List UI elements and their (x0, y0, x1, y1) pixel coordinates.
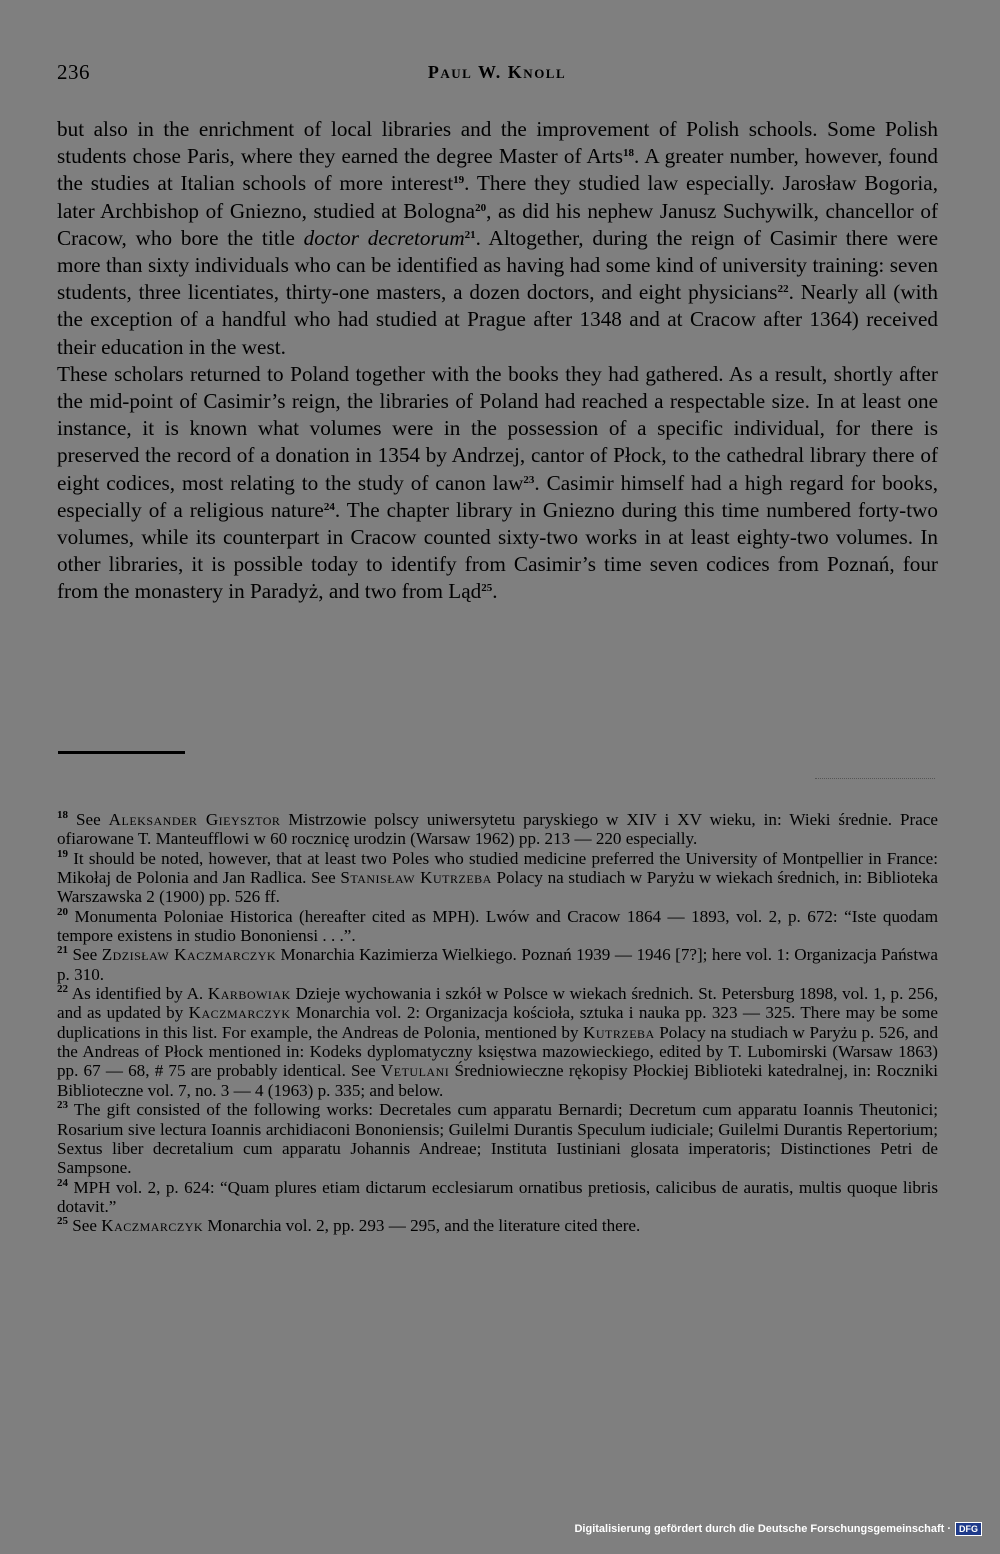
author-name: Kaczmarczyk (101, 1216, 204, 1236)
text-run: Dzieje wychowania i szkół w Polsce w wiekach średnich. St. Petersburg 1898, vol. 1, p. 256, and as updated by (57, 984, 938, 1023)
footnote-number: 22 (57, 983, 68, 996)
text-run: As identified by A. (68, 984, 208, 1004)
author-name: Zdzisław Kaczmarczyk (101, 945, 277, 965)
footnote-ref: 20 (475, 201, 487, 214)
text-run: MPH vol. 2, p. 624: “Quam plures etiam dictarum ecclesiarum ornatibus pretiosis, calicibus de auratis, multis quoque libris dotavit.” (57, 1177, 938, 1216)
text-run: . (492, 579, 498, 604)
main-text (57, 116, 938, 606)
text-run: . A greater number, however, found the studies at Italian schools of more interest (57, 144, 938, 196)
text-run: . The chapter library in Gniezno during this time numbered forty-two volumes, while its counterpart in Cracow counted sixty-two works in at least eighty-two volumes. In other libraries, it is possible today to identify from Casimir’s time seven codices from Poznań, four from the monastery in Paradyż, and two from Ląd (57, 497, 938, 604)
author-name: Stanisław Kutrzeba (340, 868, 492, 888)
footnote-25 (57, 1216, 938, 1235)
text-run: . Casimir himself had a high regard for books, especially of a religious nature (57, 470, 938, 522)
text-run: Monumenta Poloniae Historica (hereafter cited as MPH). Lwów and Cracow 1864 — 1893, vol. 2, p. 672: “Iste quodam tempore existens in studio Bononiensi . . .”. (57, 906, 938, 946)
text-run: Monarchia Kazimierza Wielkiego. Poznań 1939 — 1946 [7?]; here vol. 1: Organizacja Państwa p. 310. (57, 945, 939, 984)
digitization-credit (574, 1522, 982, 1536)
footnote-number: 18 (57, 809, 68, 821)
italic-term: doctor decretorum (303, 225, 465, 250)
author-name: Vetulani (380, 1061, 450, 1081)
footnote-ref: 21 (464, 228, 476, 241)
dfg-logo-icon: DFG (955, 1522, 982, 1536)
page-number: 236 (57, 60, 90, 84)
footnote-number: 25 (57, 1215, 68, 1228)
paragraph (57, 361, 938, 606)
text-run: It should be noted, however, that at least two Poles who studied medicine preferred the University of Montpellier in France: Mikołaj de Polonia and Jan Radlica. See (57, 848, 938, 888)
text-run: Polacy na studiach w Paryżu p. 526, and the Andreas of Płock mentioned in: Kodeks dyplomatyczny księstwa mazowieckiego, edited by T. Lubomirski (Warsaw 1863) pp. 67 — 68, # 75 are probably identical. See (57, 1022, 938, 1081)
text-run: These scholars returned to Poland together with the books they had gathered. As a result, shortly after the mid-point of Casimir’s reign, the libraries of Poland had reached a respectable size. In at least one instance, it is known what volumes were in the possession of a specific individual, for there is preserved the record of a donation in 1354 by Andrzej, cantor of Płock, to the cathedral library there of eight codices, most relating to the study of canon law (57, 361, 938, 495)
footnotes (57, 810, 938, 1236)
text-run: , as did his nephew Janusz Suchywilk, chancellor of Cracow, who bore the title (57, 198, 939, 250)
footnote-number: 23 (57, 1099, 68, 1112)
text-run: . There they studied law especially. Jarosław Bogoria, later Archbishop of Gniezno, studied at Bologna (57, 171, 938, 223)
footnote-24 (57, 1178, 938, 1217)
text-run: but also in the enrichment of local libraries and the improvement of Polish schools. Some Polish students chose Paris, where they earned the degree Master of Arts (57, 117, 938, 169)
footnote-19 (57, 849, 938, 907)
footnote-number: 24 (57, 1176, 68, 1189)
footnote-number: 21 (57, 944, 68, 957)
text-run: Polacy na studiach w Paryżu w wiekach średnich, in: Biblioteka Warszawska 2 (1900) pp. 526 ff. (57, 868, 939, 907)
footnote-separator (58, 751, 185, 754)
footnote-20 (57, 907, 938, 946)
footnote-number: 20 (57, 905, 68, 918)
footnote-ref: 23 (523, 473, 535, 486)
text-run: See (68, 810, 109, 829)
text-run: . Altogether, during the reign of Casimir there were more than sixty individuals who can be identified as having had some kind of university training: seven students, three licentiates, thirty-one masters, a dozen doctors, and eight physicians (57, 225, 939, 305)
page-header (57, 60, 937, 90)
text-run: Mistrzowie polscy uniwersytetu paryskiego w XIV i XV wieku, in: Wieki średnie. Prace ofiarowane T. Manteufflowi w 60 rocznicę urodzin (Warsaw 1962) pp. 213 — 220 especially. (57, 810, 939, 849)
credit-text: Digitalisierung gefördert durch die Deutsche Forschungsgemeinschaft · (574, 1523, 951, 1535)
scan-artifact-dots (815, 778, 935, 781)
footnote-ref: 25 (481, 582, 493, 595)
author-name: Kutrzeba (583, 1022, 655, 1042)
text-run: See (68, 1216, 102, 1236)
footnote-23 (57, 1100, 938, 1177)
text-run: Monarchia vol. 2: Organizacja kościoła, sztuka i nauka pp. 323 — 325. There may be some duplications in this list. For example, the Andreas de Polonia, mentioned by (57, 1003, 939, 1042)
text-run: Monarchia vol. 2, pp. 293 — 295, and the literature cited there. (203, 1216, 641, 1236)
running-head: Paul W. Knoll (427, 62, 567, 82)
footnote-number: 19 (57, 847, 68, 860)
author-name: Kaczmarczyk (188, 1003, 291, 1023)
author-name: Aleksander Gieysztor (108, 810, 281, 829)
author-name: Karbowiak (207, 984, 291, 1004)
text-run: The gift consisted of the following works: Decretales cum apparatu Bernardi; Decretum cum apparatu Ioannis Theutonici; Rosarium sive lectura Ioannis archidiaconi Bononiensis; Guilelmi Durantis Speculum iudiciale; Guilelmi Durantis Repertorium; Sextus liber decretalium cum apparatu Johannis Andreae; Instituta Iustiniani glosata imperatoris; Distinctiones Petri de Sampsone. (57, 1100, 938, 1178)
footnote-ref: 19 (453, 174, 465, 187)
paragraph (57, 116, 938, 361)
text-run: . Nearly all (with the exception of a handful who had studied at Prague after 1348 and at Cracow after 1364) received their education in the west. (57, 280, 938, 359)
text-run: See (68, 945, 102, 965)
footnote-ref: 18 (623, 147, 635, 160)
footnote-18 (57, 810, 938, 849)
text-run: Średniowieczne rękopisy Płockiej Biblioteki katedralnej, in: Roczniki Biblioteczne vol. 7, no. 3 — 4 (1963) p. 335; and below. (57, 1061, 938, 1100)
footnote-22 (57, 984, 938, 1100)
footnote-21 (57, 945, 938, 984)
footnote-ref: 24 (323, 500, 335, 513)
footnote-ref: 22 (777, 283, 789, 296)
